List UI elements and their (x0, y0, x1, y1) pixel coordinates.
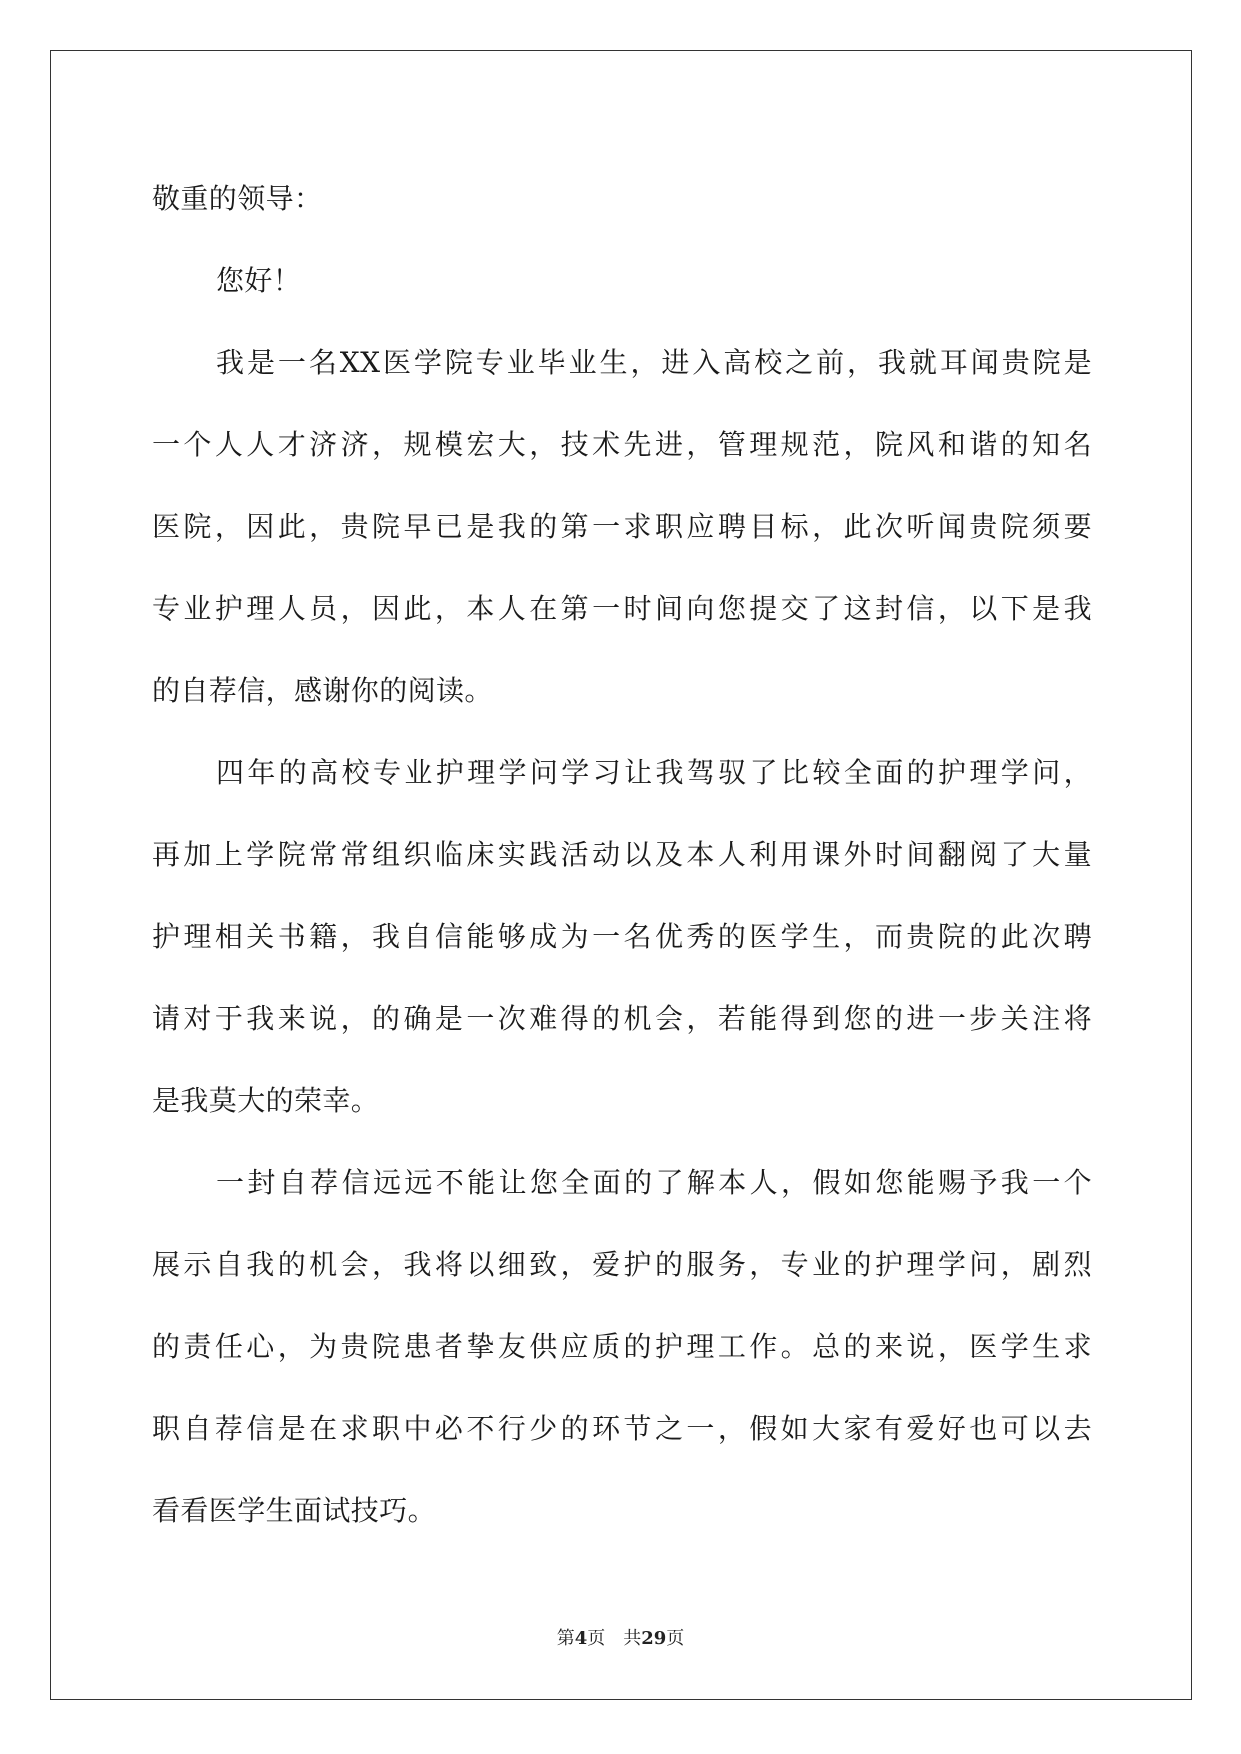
total-pages: 29 (641, 1628, 667, 1649)
total-label-prefix: 共 (623, 1628, 642, 1649)
paragraph-2-line: 四年的高校专业护理学问学习让我驾驭了比较全面的护理学问， (216, 756, 1092, 789)
paragraph-3-line: 展示自我的机会，我将以细致，爱护的服务，专业的护理学问，剧烈 (152, 1248, 1092, 1281)
paragraph-1-line: 的自荐信，感谢你的阅读。 (152, 674, 493, 707)
letter-body (152, 158, 1092, 1552)
paragraph-1-line: 专业护理人员，因此，本人在第一时间向您提交了这封信，以下是我 (152, 592, 1092, 625)
paragraph-1-line: 我是一名XX医学院专业毕业生，进入高校之前，我就耳闻贵院是 (216, 346, 1092, 379)
page-label-prefix: 第 (556, 1628, 575, 1649)
page-footer (0, 1624, 1241, 1650)
paragraph-2-line: 是我莫大的荣幸。 (152, 1084, 380, 1117)
greeting: 您好！ (216, 264, 302, 297)
paragraph-3-line: 职自荐信是在求职中必不行少的环节之一，假如大家有爱好也可以去 (152, 1412, 1092, 1445)
paragraph-2-line: 请对于我来说，的确是一次难得的机会，若能得到您的进一步关注将 (152, 1002, 1092, 1035)
paragraph-2-line: 护理相关书籍，我自信能够成为一名优秀的医学生，而贵院的此次聘 (152, 920, 1092, 953)
paragraph-3-line: 的责任心，为贵院患者挚友供应质的护理工作。总的来说，医学生求 (152, 1330, 1092, 1363)
page-number: 4 (574, 1628, 588, 1649)
total-label-suffix: 页 (666, 1628, 685, 1649)
page-label-suffix: 页 (587, 1628, 606, 1649)
paragraph-2-line: 再加上学院常常组织临床实践活动以及本人利用课外时间翻阅了大量 (152, 838, 1092, 871)
salutation: 敬重的领导： (152, 182, 323, 215)
paragraph-1-line: 医院，因此，贵院早已是我的第一求职应聘目标，此次听闻贵院须要 (152, 510, 1092, 543)
paragraph-1-line: 一个人人才济济，规模宏大，技术先进，管理规范，院风和谐的知名 (152, 428, 1092, 461)
paragraph-3-line: 看看医学生面试技巧。 (152, 1494, 437, 1527)
paragraph-3-line: 一封自荐信远远不能让您全面的了解本人，假如您能赐予我一个 (216, 1166, 1092, 1199)
